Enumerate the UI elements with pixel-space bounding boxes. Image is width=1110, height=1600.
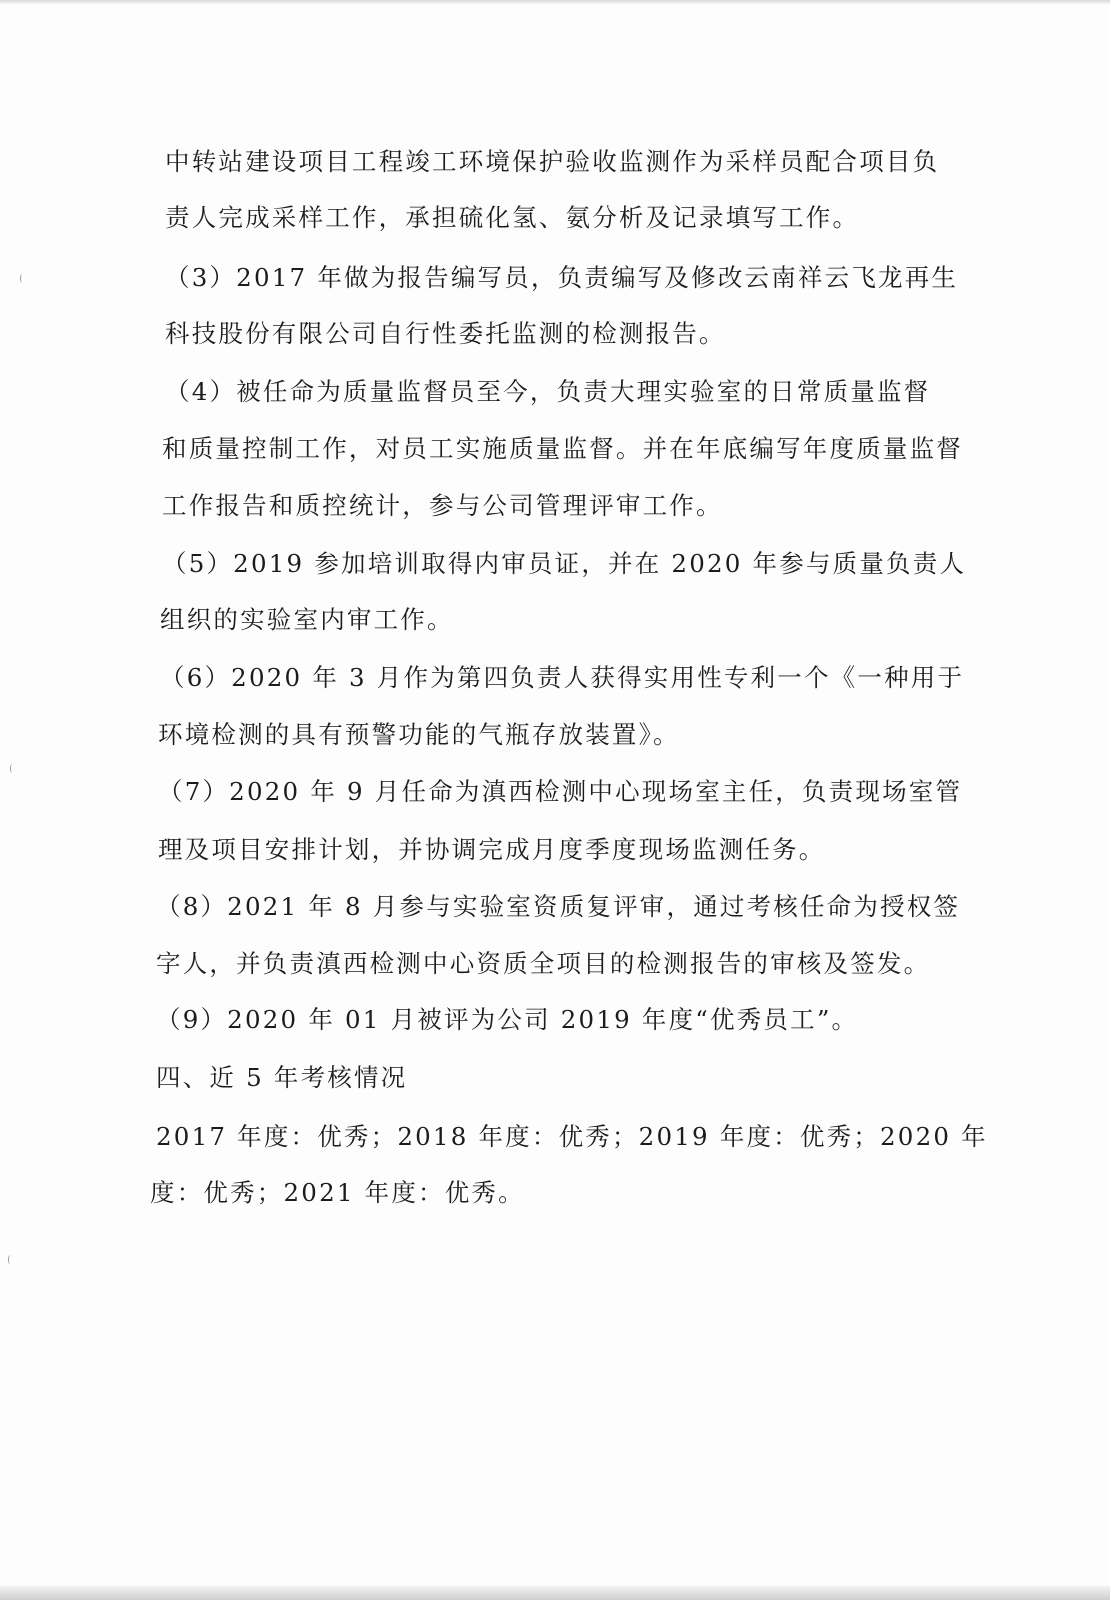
text-line-12: （7）2020 年 9 月任命为滇西检测中心现场室主任，负责现场室管 xyxy=(158,777,963,806)
text-line-11: 环境检测的具有预警功能的气瓶存放装置》。 xyxy=(158,720,680,749)
text-line-15: 字人，并负责滇西检测中心资质全项目的检测报告的审核及签发。 xyxy=(156,949,931,978)
scan-speck xyxy=(8,1255,12,1264)
scan-bottom-edge xyxy=(0,1586,1110,1600)
scan-speck xyxy=(10,764,14,773)
text-line-4: 科技股份有限公司自行性委托监测的检测报告。 xyxy=(165,319,726,348)
text-line-19: 度：优秀；2021 年度：优秀。 xyxy=(150,1178,525,1207)
section-heading: 四、近 5 年考核情况 xyxy=(156,1063,408,1092)
text-line-1: 中转站建设项目工程竣工环境保护验收监测作为采样员配合项目负 xyxy=(165,147,940,176)
text-line-3: （3）2017 年做为报告编写员，负责编写及修改云南祥云飞龙再生 xyxy=(165,263,959,292)
text-line-18: 2017 年度：优秀；2018 年度：优秀；2019 年度：优秀；2020 年 xyxy=(156,1122,988,1151)
scan-speck xyxy=(20,274,24,283)
text-line-2: 责人完成采样工作，承担硫化氢、氨分析及记录填写工作。 xyxy=(165,203,860,232)
text-line-10: （6）2020 年 3 月作为第四负责人获得实用性专利一个《一种用于 xyxy=(160,663,965,692)
scan-top-edge xyxy=(0,0,1110,4)
text-line-6: 和质量控制工作，对员工实施质量监督。并在年底编写年度质量监督 xyxy=(162,434,963,463)
text-line-7: 工作报告和质控统计，参与公司管理评审工作。 xyxy=(162,491,723,520)
text-line-14: （8）2021 年 8 月参与实验室资质复评审，通过考核任命为授权签 xyxy=(156,892,961,921)
text-line-5: （4）被任命为质量监督员至今，负责大理实验室的日常质量监督 xyxy=(165,377,931,406)
text-line-13: 理及项目安排计划，并协调完成月度季度现场监测任务。 xyxy=(158,835,826,864)
text-line-16: （9）2020 年 01 月被评为公司 2019 年度“优秀员工”。 xyxy=(156,1005,859,1034)
text-line-8: （5）2019 参加培训取得内审员证，并在 2020 年参与质量负责人 xyxy=(162,549,967,578)
text-line-9: 组织的实验室内审工作。 xyxy=(160,605,454,634)
